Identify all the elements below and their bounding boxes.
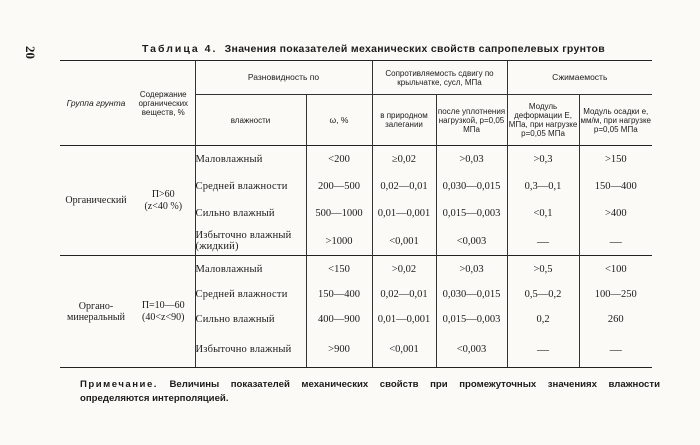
table-row (60, 146, 652, 174)
header-moisture: влажности (195, 95, 306, 146)
e-modulus-cell: 0,3—0,1 (507, 174, 579, 200)
table-title-label: Таблица 4. (142, 43, 218, 55)
c-natural-cell: 0,02—0,01 (372, 174, 436, 200)
c-compacted-cell: 0,015—0,003 (436, 200, 507, 228)
w-cell: 400—900 (306, 307, 372, 333)
c-natural-cell: 0,01—0,001 (372, 307, 436, 333)
note-label: Примечание. (80, 379, 158, 390)
header-compressibility: Сжимаемость (507, 61, 652, 95)
w-cell: >1000 (306, 228, 372, 256)
organic-content-line2: (z<40 %) (144, 200, 183, 212)
w-cell: 500—1000 (306, 200, 372, 228)
organic-content (132, 146, 195, 256)
settlement-cell: <100 (579, 256, 652, 283)
organic-content-line1: П>60 (151, 188, 175, 200)
settlement-cell: 150—400 (579, 174, 652, 200)
c-compacted-cell: <0,003 (436, 228, 507, 256)
c-compacted-cell: 0,030—0,015 (436, 283, 507, 307)
e-modulus-cell: <0,1 (507, 200, 579, 228)
c-natural-cell: 0,01—0,001 (372, 200, 436, 228)
table-header (60, 61, 652, 146)
table-title (142, 43, 605, 55)
group-name: Органо-минеральный (60, 256, 132, 368)
moisture-cell: Сильно влажный (195, 200, 306, 228)
moisture-cell: Средней влажности (195, 283, 306, 307)
header-deformation-modulus: Модуль деформации E, МПа, при нагрузке p=0,05 МПа (507, 95, 579, 146)
w-cell: >900 (306, 333, 372, 368)
e-modulus-cell: — (507, 228, 579, 256)
organic-content (132, 256, 195, 368)
c-natural-cell: <0,001 (372, 333, 436, 368)
note-text: Величины показателей механических свойств при промежуточных значениях влажности определяются интерполяцией. (80, 379, 660, 404)
organic-content-line2: (40<z<90) (142, 311, 185, 323)
header-organic-content: Содержание органических веществ, % (132, 61, 195, 146)
c-compacted-cell: >0,03 (436, 146, 507, 174)
header-natural: в природном залегании (372, 95, 436, 146)
settlement-cell: — (579, 228, 652, 256)
table-row (60, 256, 652, 283)
header-moisture-variety: Разновидность по (195, 61, 372, 95)
properties-table (60, 60, 652, 368)
e-modulus-cell: >0,3 (507, 146, 579, 174)
settlement-cell: >400 (579, 200, 652, 228)
table-title-text: Значения показателей механических свойств сапропелевых грунтов (224, 43, 606, 55)
header-group: Группа грунта (60, 61, 132, 146)
page-number: 20 (23, 46, 38, 59)
moisture-cell: Маловлажный (195, 256, 306, 283)
moisture-cell: Сильно влажный (195, 307, 306, 333)
moisture-cell: Избыточно влажный (жидкий) (195, 228, 306, 256)
moisture-cell: Средней влажности (195, 174, 306, 200)
header-settlement-modulus: Модуль осадки e, мм/м, при нагрузке p=0,05 МПа (579, 95, 652, 146)
c-natural-cell: >0,02 (372, 256, 436, 283)
c-compacted-cell: 0,030—0,015 (436, 174, 507, 200)
c-compacted-cell: 0,015—0,003 (436, 307, 507, 333)
c-compacted-cell: >0,03 (436, 256, 507, 283)
table-note (80, 378, 660, 406)
header-shear-resistance: Сопротивляемость сдвигу по крыльчатке, cусл, МПа (372, 61, 507, 95)
c-natural-cell: 0,02—0,01 (372, 283, 436, 307)
settlement-cell: — (579, 333, 652, 368)
e-modulus-cell: 0,2 (507, 307, 579, 333)
settlement-cell: >150 (579, 146, 652, 174)
w-cell: 200—500 (306, 174, 372, 200)
w-cell: <150 (306, 256, 372, 283)
organic-content-line1: П=10—60 (141, 299, 185, 311)
e-modulus-cell: — (507, 333, 579, 368)
w-cell: 150—400 (306, 283, 372, 307)
group-name: Органический (60, 146, 132, 256)
header-after-compaction: после уплотнения нагрузкой, p=0,05 МПа (436, 95, 507, 146)
c-natural-cell: ≥0,02 (372, 146, 436, 174)
c-natural-cell: <0,001 (372, 228, 436, 256)
c-compacted-cell: <0,003 (436, 333, 507, 368)
moisture-cell: Избыточно влажный (195, 333, 306, 368)
moisture-cell: Маловлажный (195, 146, 306, 174)
e-modulus-cell: 0,5—0,2 (507, 283, 579, 307)
header-w-percent: ω, % (306, 95, 372, 146)
w-cell: <200 (306, 146, 372, 174)
e-modulus-cell: >0,5 (507, 256, 579, 283)
settlement-cell: 100—250 (579, 283, 652, 307)
settlement-cell: 260 (579, 307, 652, 333)
